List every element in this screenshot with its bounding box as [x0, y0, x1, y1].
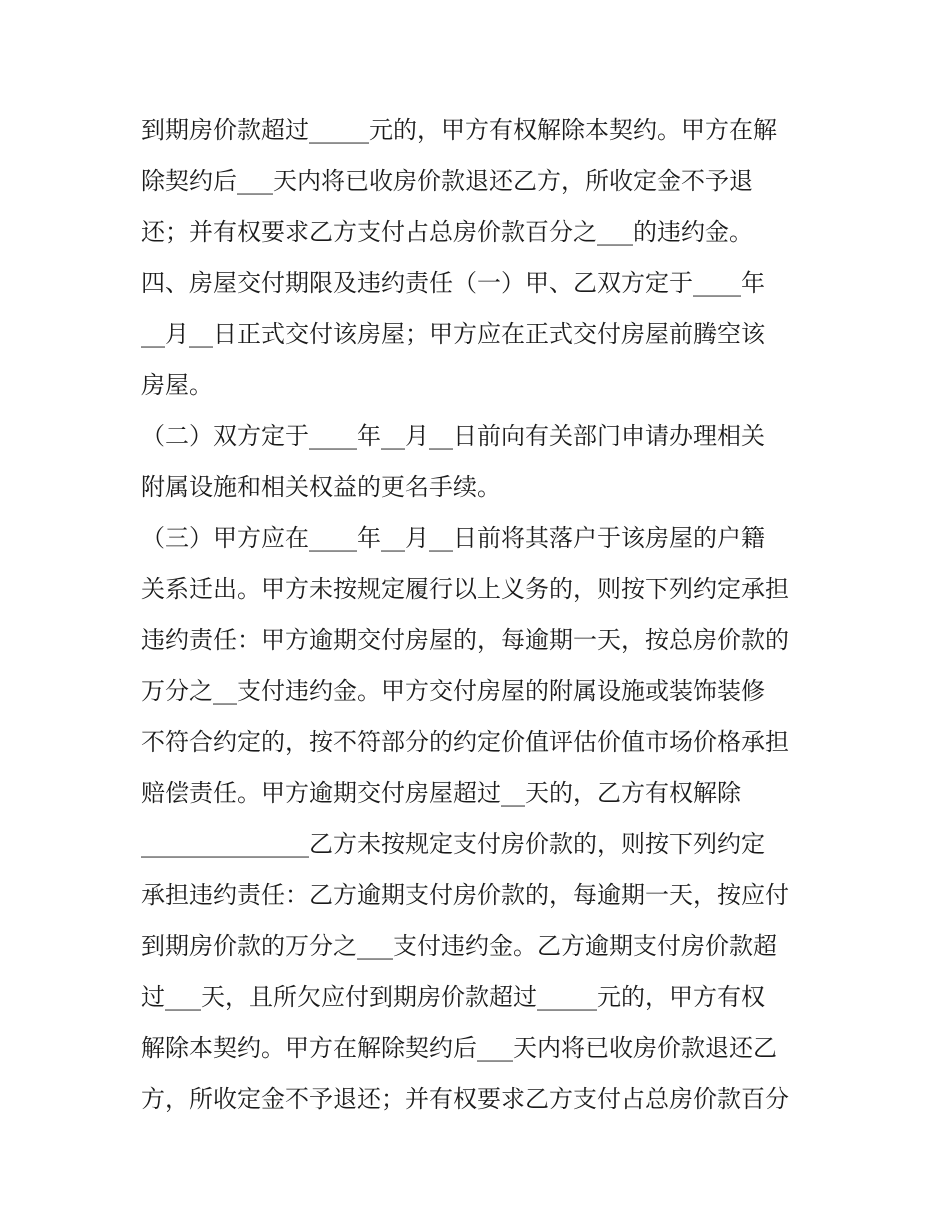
text-line-5: __月__日正式交付该房屋；甲方应在正式交付房屋前腾空该 [141, 320, 765, 348]
text-line-8: 附属设施和相关权益的更名手续。 [141, 473, 501, 501]
text-line-7: （二）双方定于____年__月__日前向有关部门申请办理相关 [141, 422, 765, 450]
text-line-20: 方，所收定金不予退还；并有权要求乙方支付占总房价款百分 [141, 1085, 789, 1113]
text-line-6: 房屋。 [141, 371, 213, 399]
text-line-4: 四、房屋交付期限及违约责任（一）甲、乙双方定于____年 [141, 269, 765, 297]
text-line-3: 还；并有权要求乙方支付占总房价款百分之___的违约金。 [141, 218, 753, 246]
text-line-12: 万分之__支付违约金。甲方交付房屋的附属设施或装饰装修 [141, 677, 765, 705]
text-line-16: 承担违约责任：乙方逾期支付房价款的，每逾期一天，按应付 [141, 881, 789, 909]
text-line-11: 违约责任：甲方逾期交付房屋的，每逾期一天，按总房价款的 [141, 626, 789, 654]
text-line-10: 关系迁出。甲方未按规定履行以上义务的，则按下列约定承担 [141, 575, 789, 603]
text-line-15: ______________乙方未按规定支付房价款的，则按下列约定 [141, 830, 765, 858]
text-line-19: 解除本契约。甲方在解除契约后___天内将已收房价款退还乙 [141, 1034, 777, 1062]
text-line-17: 到期房价款的万分之___支付违约金。乙方逾期支付房价款超 [141, 932, 777, 960]
text-line-18: 过___天，且所欠应付到期房价款超过_____元的，甲方有权 [141, 983, 765, 1011]
text-line-9: （三）甲方应在____年__月__日前将其落户于该房屋的户籍 [141, 524, 765, 552]
contract-text [141, 105, 821, 1125]
text-line-13: 不符合约定的，按不符部分的约定价值评估价值市场价格承担 [141, 728, 789, 756]
text-line-14: 赔偿责任。甲方逾期交付房屋超过__天的，乙方有权解除 [141, 779, 741, 807]
text-line-2: 除契约后___天内将已收房价款退还乙方，所收定金不予退 [141, 167, 753, 195]
text-line-1: 到期房价款超过_____元的，甲方有权解除本契约。甲方在解 [141, 116, 777, 144]
